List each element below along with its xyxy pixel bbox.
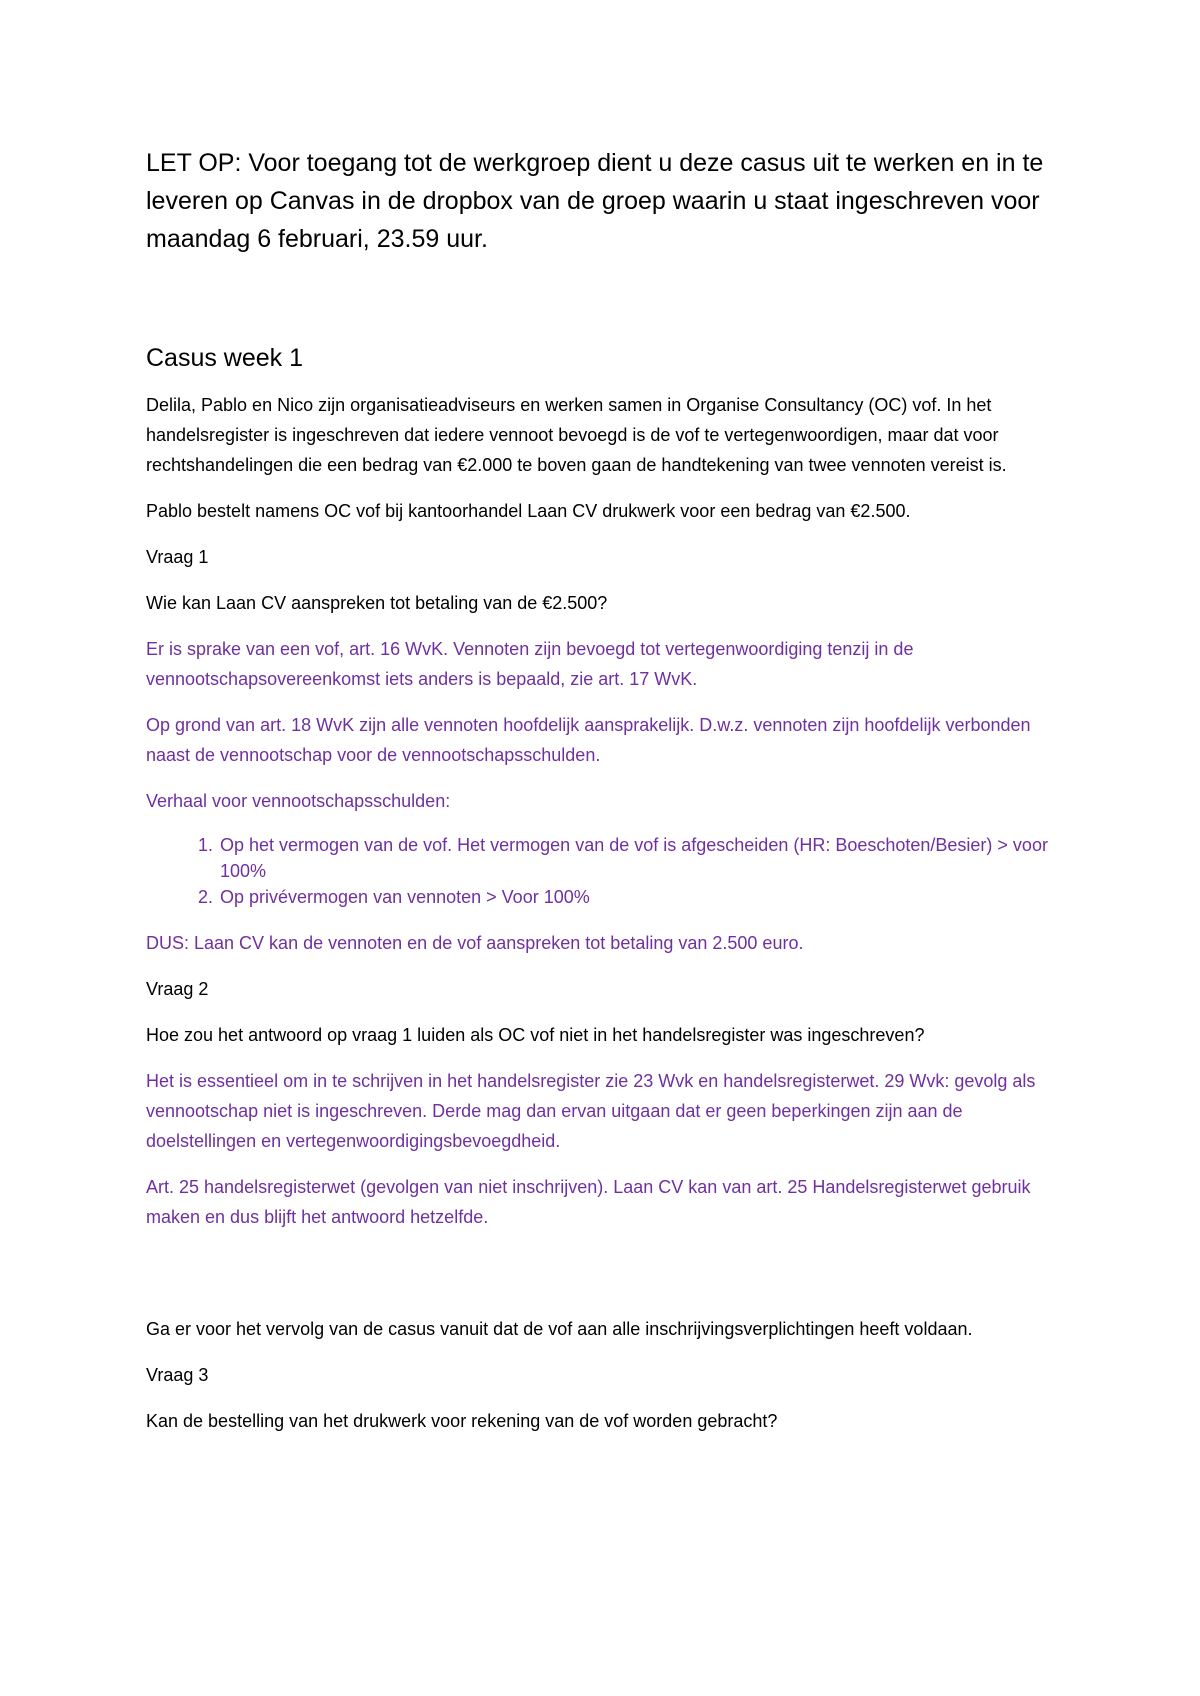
continuation-note: Ga er voor het vervolg van de casus vanuit dat de vof aan alle inschrijvingsverplichtingen heeft voldaan. (146, 1319, 973, 1339)
question-1-answer-1: Er is sprake van een vof, art. 16 WvK. Vennoten zijn bevoegd tot vertegenwoordiging tenzij in de vennootschapsovereenkomst iets anders is bepaald, zie art. 17 WvK. (146, 639, 914, 689)
question-1-label: Vraag 1 (146, 547, 209, 567)
question-2-answer-2: Art. 25 handelsregisterwet (gevolgen van niet inschrijven). Laan CV kan van art. 25 Handelsregisterwet gebruik maken en dus blijft het antwoord hetzelfde. (146, 1177, 1031, 1227)
case-fact: Pablo bestelt namens OC vof bij kantoorhandel Laan CV drukwerk voor een bedrag van €2.500. (146, 501, 911, 521)
question-1-text: Wie kan Laan CV aanspreken tot betaling van de €2.500? (146, 593, 608, 613)
question-1-answer-2: Op grond van art. 18 WvK zijn alle vennoten hoofdelijk aansprakelijk. D.w.z. vennoten zijn hoofdelijk verbonden naast de vennootschap voor de vennootschapsschulden. (146, 715, 1031, 765)
recourse-list-item: 2. Op privévermogen van vennoten > Voor 100% (218, 884, 1066, 910)
case-intro: Delila, Pablo en Nico zijn organisatieadviseurs en werken samen in Organise Consultancy (OC) vof. In het handelsregister is ingeschreven dat iedere vennoot bevoegd is de vof te vertegenwoordigen, maar dat voor rechtshandelingen die een bedrag van €2.000 te boven gaan de handtekening van twee vennoten vereist is. (146, 395, 1007, 475)
question-2-text: Hoe zou het antwoord op vraag 1 luiden als OC vof niet in het handelsregister was ingeschreven? (146, 1025, 925, 1045)
case-heading: Casus week 1 (146, 344, 304, 372)
question-2-label: Vraag 2 (146, 979, 209, 999)
question-3-text: Kan de bestelling van het drukwerk voor rekening van de vof worden gebracht? (146, 1411, 778, 1431)
question-1-conclusion: DUS: Laan CV kan de vennoten en de vof aanspreken tot betaling van 2.500 euro. (146, 933, 804, 953)
recourse-list-item: 1. Op het vermogen van de vof. Het vermogen van de vof is afgescheiden (HR: Boeschoten/Besier) > voor 100% (218, 832, 1066, 884)
recourse-list (146, 832, 1066, 910)
question-3-label: Vraag 3 (146, 1365, 209, 1385)
document-body (146, 144, 1066, 1452)
question-2-answer-1: Het is essentieel om in te schrijven in het handelsregister zie 23 Wvk en handelsregisterwet. 29 Wvk: gevolg als vennootschap niet is ingeschreven. Derde mag dan ervan uitgaan dat er geen beperkingen zijn aan de doelstellingen en vertegenwoordigingsbevoegdheid. (146, 1071, 1036, 1151)
deadline-notice: LET OP: Voor toegang tot de werkgroep dient u deze casus uit te werken en in te leveren op Canvas in de dropbox van de groep waarin u staat ingeschreven voor maandag 6 februari, 23.59 uur. (146, 149, 1044, 253)
question-1-answer-3: Verhaal voor vennootschapsschulden: (146, 791, 451, 811)
